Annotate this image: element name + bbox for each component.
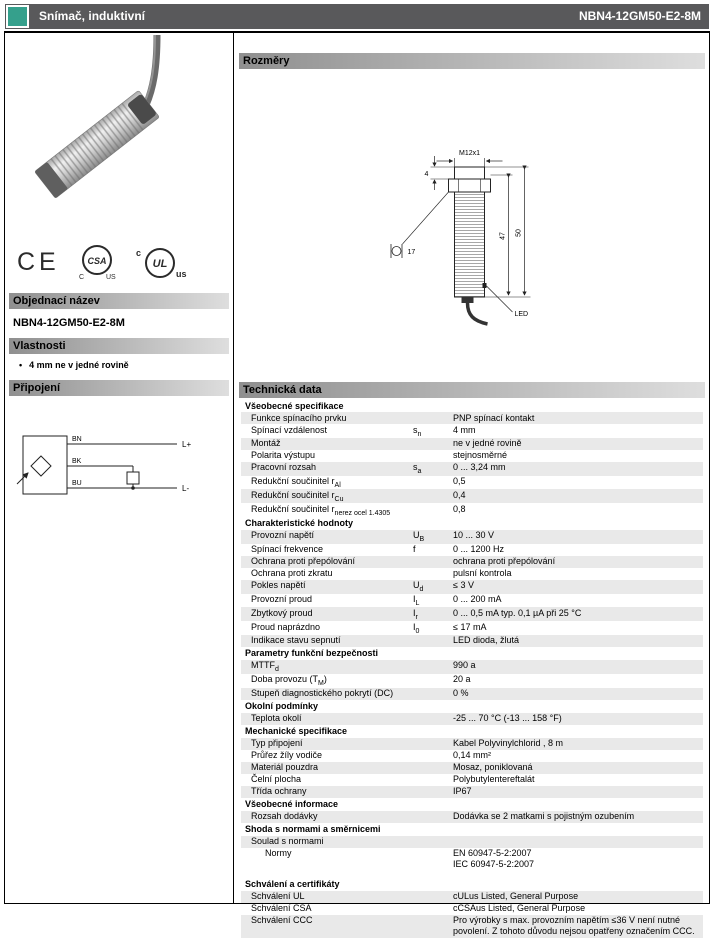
feature-item: • 4 mm ne v jedné rovině bbox=[19, 360, 225, 370]
svg-text:L+: L+ bbox=[182, 440, 192, 449]
tech-row-symbol: f bbox=[413, 544, 416, 555]
svg-text:US: US bbox=[105, 274, 116, 281]
section-bar-dimensions: Rozměry bbox=[239, 53, 705, 69]
order-name-value: NBN4-12GM50-E2-8M bbox=[13, 317, 125, 329]
tech-row-value: ≤ 3 V bbox=[453, 580, 474, 591]
tech-row-value: PNP spínací kontakt bbox=[453, 412, 535, 423]
section-bar-technical-data: Technická data bbox=[239, 382, 705, 398]
tech-row-label: Spínací frekvence bbox=[251, 544, 324, 555]
column-divider bbox=[233, 32, 234, 904]
tech-row-value: 0 ... 200 mA bbox=[453, 594, 502, 605]
tech-row-label: Pracovní rozsah bbox=[251, 462, 317, 473]
tech-row-value: Polybutylentereftalát bbox=[453, 774, 535, 785]
tech-row-label: Stupeň diagnostického pokrytí (DC) bbox=[251, 688, 394, 699]
tech-data-row bbox=[241, 713, 703, 725]
tech-row-symbol: $s_a$ bbox=[413, 462, 422, 476]
svg-text:c: c bbox=[135, 248, 141, 258]
tech-row-symbol: $s_n$ bbox=[413, 424, 422, 438]
tech-row-value: 0,14 mm² bbox=[453, 750, 492, 761]
tech-row-value: Mosaz, poniklovaná bbox=[453, 762, 533, 773]
tech-row-label: Proud naprázdno bbox=[251, 621, 321, 632]
tech-data-row bbox=[241, 556, 703, 568]
tech-row-label: Rozsah dodávky bbox=[251, 811, 318, 822]
tech-row-label: Funkce spínacího prvku bbox=[251, 412, 347, 423]
tech-row-label: Spínací vzdálenost bbox=[251, 424, 328, 435]
section-bar-features: Vlastnosti bbox=[9, 338, 229, 354]
tech-section-title: Okolní podmínky bbox=[245, 701, 319, 712]
tech-row-value: cULus Listed, General Purpose bbox=[453, 891, 579, 902]
tech-data-row bbox=[241, 580, 703, 594]
tech-row-label: Montáž bbox=[251, 438, 281, 449]
tech-row-value: 0 ... 0,5 mA typ. 0,1 µA při 25 °C bbox=[453, 607, 582, 618]
tech-row-label: Indikace stavu sepnutí bbox=[251, 635, 341, 646]
tech-row-label: Redukční součinitel $r_{Cu}$ bbox=[251, 489, 344, 503]
tech-data-row bbox=[241, 621, 703, 635]
tech-row-symbol: $I_L$ bbox=[413, 594, 420, 607]
part-number: NBN4-12GM50-E2-8M bbox=[578, 9, 701, 23]
tech-row-label: Materiál pouzdra bbox=[251, 762, 319, 773]
tech-data-row bbox=[241, 848, 703, 871]
product-type-title: Snímač, induktivní bbox=[39, 9, 146, 23]
tech-table bbox=[241, 400, 703, 938]
features-list bbox=[5, 354, 233, 380]
tech-row-value: ne v jedné rovině bbox=[453, 438, 522, 449]
tech-row-value: cCSAus Listed, General Purpose bbox=[453, 903, 586, 914]
tech-section-title: Schválení a certifikáty bbox=[245, 879, 340, 890]
svg-text:50: 50 bbox=[515, 229, 523, 237]
tech-row-value: Pro výrobky s max. provozním napětím ≤36 V není nutné povolení. Z tohoto důvodu nejsou opatřeny označením CCC. bbox=[453, 915, 695, 937]
tech-data-row bbox=[241, 811, 703, 823]
product-photo bbox=[5, 35, 233, 237]
tech-row-label: Třída ochrany bbox=[251, 786, 307, 797]
tech-row-label: Typ připojení bbox=[251, 738, 303, 749]
tech-row-value: stejnosměrné bbox=[453, 450, 508, 461]
tech-row-label: Teplota okolí bbox=[251, 713, 302, 724]
svg-text:4: 4 bbox=[424, 171, 429, 178]
tech-row-value: 0,5 bbox=[453, 476, 466, 487]
tech-row-value: 0 ... 3,24 mm bbox=[453, 462, 506, 473]
tech-row-value: ochrana proti přepólování bbox=[453, 556, 556, 567]
tech-row-value: 0,8 bbox=[453, 503, 466, 514]
tech-data-row bbox=[241, 674, 703, 688]
svg-text:CSA: CSA bbox=[87, 256, 107, 266]
svg-text:BK: BK bbox=[72, 458, 82, 465]
tech-row-label: Redukční součinitel $r_{nerez ocel 1.4305}$ bbox=[251, 503, 391, 517]
svg-text:C: C bbox=[78, 274, 84, 281]
tech-data-row bbox=[241, 635, 703, 647]
brand-mark bbox=[6, 5, 29, 28]
ce-mark-icon: CE bbox=[17, 247, 60, 276]
svg-text:47: 47 bbox=[499, 232, 507, 240]
tech-data-row bbox=[241, 915, 703, 938]
tech-row-label: Schválení UL bbox=[251, 891, 305, 902]
dimension-drawing-image bbox=[355, 145, 590, 345]
tech-data-row bbox=[241, 489, 703, 503]
wiring-diagram bbox=[15, 422, 233, 515]
certifications bbox=[5, 237, 233, 287]
tech-row-value: 10 ... 30 V bbox=[453, 530, 495, 541]
tech-row-label: Provozní proud bbox=[251, 594, 313, 605]
tech-data-row bbox=[241, 688, 703, 700]
tech-data-row bbox=[241, 462, 703, 476]
tech-section-title: Parametry funkční bezpečnosti bbox=[245, 648, 379, 659]
tech-row-label: Ochrana proti zkratu bbox=[251, 568, 333, 579]
ul-mark-icon bbox=[134, 241, 186, 283]
tech-section-title: Mechanické specifikace bbox=[245, 726, 348, 737]
tech-row-label: Ochrana proti přepólování bbox=[251, 556, 356, 567]
tech-data-row bbox=[241, 568, 703, 580]
tech-row-label: $MTTF_d$ bbox=[251, 660, 279, 674]
csa-mark-icon bbox=[76, 241, 118, 283]
tech-row-label: Normy bbox=[265, 848, 292, 859]
svg-text:BU: BU bbox=[72, 480, 82, 487]
tech-row-symbol: $U_d$ bbox=[413, 580, 424, 594]
tech-row-symbol: $I_0$ bbox=[413, 621, 420, 635]
wiring-diagram-image bbox=[15, 422, 220, 510]
tech-row-value: pulsní kontrola bbox=[453, 568, 512, 579]
tech-row-value: Dodávka se 2 matkami s pojistným ozubením bbox=[453, 811, 635, 822]
tech-row-value: 990 a bbox=[453, 660, 476, 671]
svg-text:17: 17 bbox=[407, 249, 416, 256]
tech-row-symbol: $I_r$ bbox=[413, 607, 418, 621]
tech-row-label: Zbytkový proud bbox=[251, 607, 313, 618]
tech-row-value: ≤ 17 mA bbox=[453, 621, 487, 632]
header-bar bbox=[5, 4, 709, 29]
section-bar-connection: Připojení bbox=[9, 380, 229, 396]
tech-data-row bbox=[241, 450, 703, 462]
product-photo-image bbox=[5, 35, 223, 237]
tech-row-value: 20 a bbox=[453, 674, 471, 685]
section-bar-order-name: Objednací název bbox=[9, 293, 229, 309]
tech-row-value: LED dioda, žlutá bbox=[453, 635, 520, 646]
header-divider bbox=[4, 31, 710, 33]
tech-row-value: 0,4 bbox=[453, 489, 466, 500]
tech-row-label: Polarita výstupu bbox=[251, 450, 316, 461]
left-column bbox=[5, 35, 233, 515]
tech-row-label: Soulad s normami bbox=[251, 836, 324, 847]
tech-data-row bbox=[241, 750, 703, 762]
tech-row-value: 4 mm bbox=[453, 424, 476, 435]
tech-row-label: Provozní napětí bbox=[251, 530, 315, 541]
tech-data-row bbox=[241, 607, 703, 621]
svg-text:BN: BN bbox=[72, 436, 82, 443]
tech-row-value: -25 ... 70 °C (-13 ... 158 °F) bbox=[453, 713, 562, 724]
tech-data-row bbox=[241, 786, 703, 798]
tech-row-label: Pokles napětí bbox=[251, 580, 306, 591]
tech-row-value: 0 ... 1200 Hz bbox=[453, 544, 505, 555]
svg-text:LED: LED bbox=[514, 311, 529, 318]
dimension-drawing bbox=[235, 69, 709, 382]
tech-data-row bbox=[241, 544, 703, 556]
tech-data-row bbox=[241, 903, 703, 915]
tech-data-row bbox=[241, 412, 703, 424]
tech-row-value: IP67 bbox=[453, 786, 472, 797]
tech-data-row bbox=[241, 438, 703, 450]
tech-data-row bbox=[241, 424, 703, 438]
tech-data-row bbox=[241, 738, 703, 750]
tech-row-label: Čelní plocha bbox=[251, 774, 302, 785]
tech-row-label: Redukční součinitel $r_{Al}$ bbox=[251, 476, 341, 489]
tech-row-value: EN 60947-5-2:2007 IEC 60947-5-2:2007 bbox=[453, 848, 535, 870]
svg-text:UL: UL bbox=[152, 258, 168, 270]
tech-section-title: Charakteristické hodnoty bbox=[245, 518, 354, 529]
tech-row-label: Schválení CCC bbox=[251, 915, 313, 926]
right-column bbox=[235, 35, 709, 938]
tech-data-row bbox=[241, 660, 703, 674]
tech-data-row bbox=[241, 476, 703, 490]
tech-data-row bbox=[241, 762, 703, 774]
tech-row-value: Kabel Polyvinylchlorid , 8 m bbox=[453, 738, 564, 749]
tech-row-label: Průřez žíly vodiče bbox=[251, 750, 323, 761]
tech-section-title: Shoda s normami a směrnicemi bbox=[245, 824, 381, 835]
svg-text:M12x1: M12x1 bbox=[458, 150, 481, 157]
tech-subheader-row bbox=[241, 836, 703, 848]
tech-row-label: Doba provozu $(T_M)$ bbox=[251, 674, 327, 688]
tech-section-title: Všeobecné specifikace bbox=[245, 400, 344, 411]
tech-data-row bbox=[241, 891, 703, 903]
tech-data-row bbox=[241, 774, 703, 786]
tech-data-row bbox=[241, 530, 703, 544]
tech-section-title: Všeobecné informace bbox=[245, 799, 339, 810]
svg-text:us: us bbox=[175, 269, 187, 279]
tech-data-row bbox=[241, 503, 703, 517]
tech-row-symbol: $U_B$ bbox=[413, 530, 425, 544]
tech-row-value: 0 % bbox=[453, 688, 469, 699]
tech-data-row bbox=[241, 594, 703, 608]
tech-row-label: Schválení CSA bbox=[251, 903, 312, 914]
svg-text:L-: L- bbox=[182, 484, 190, 493]
